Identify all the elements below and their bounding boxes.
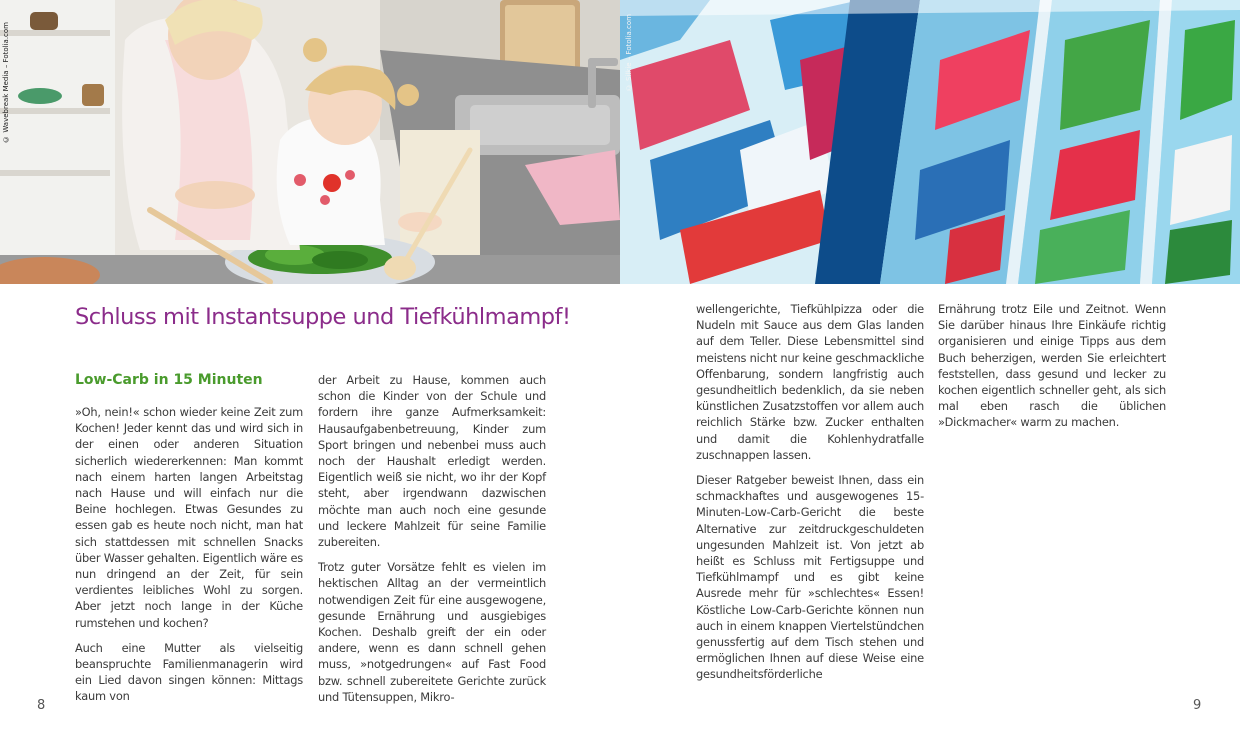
paragraph: wellengerichte, Tiefkühlpizza oder die Nudeln mit Sauce aus dem Glas landen auf dem Teller. Diese Lebensmittel sind meistens nicht nur keine geschmackliche Offenbarung, sondern langfristig auch gesundheitlich bedenklich, da sie neben künstlichen Zusatzstoffen vor allem auch reichlich Stärke bzw. Zucker enthalten und damit die Kohlenhydratfalle zuschnappen lassen.: [696, 302, 924, 462]
page-number-right: 9: [1193, 698, 1202, 713]
photo-mother-daughter-cooking: [0, 0, 620, 284]
text-column-2: [318, 372, 546, 714]
paragraph: Trotz guter Vorsätze fehlt es vielen im hektischen Alltag an der vermeintlich notwendigen Zeit für eine ausgewogene, gesunde Ernährung und ausgiebiges Kochen. Deshalb greift der ein oder andere, wenn es dann schnell gehen muss, »notgedrungen« auf Fast Food bzw. schnell zubereitete Gerichte zurück und Tütensuppen, Mikro-: [318, 560, 546, 704]
section-subhead: Low-Carb in 15 Minuten: [75, 372, 263, 388]
paragraph: Ernährung trotz Eile und Zeitnot. Wenn Sie darüber hinaus Ihre Einkäufe richtig organisieren und einige Tipps aus dem Buch beherzigen, werden Sie erleichtert feststellen, dass gesund und lecker zu kochen eigentlich schneller geht, als sich mal eben rasch die üblichen »Dickmacher« warm zu machen.: [938, 302, 1166, 430]
page-number-left: 8: [37, 698, 46, 713]
text-column-1: [75, 404, 303, 714]
page-title: Schluss mit Instantsuppe und Tiefkühlmampf!: [75, 304, 571, 330]
photo-credit-left: © Wavebreak Media – Fotolia.com: [2, 22, 10, 143]
paragraph: Dieser Ratgeber beweist Ihnen, dass ein schmackhaftes und ausgewogenes 15-Minuten-Low-Carb-Gericht die beste Alternative zur zeitdruckgeschuldeten ungesunden Mahlzeit ist. Von jetzt ab heißt es Schluss mit Fertigsuppe und Tiefkühlmampf und es gibt keine Ausrede mehr für »schlechtes« Essen! Köstliche Low-Carb-Gerichte können nun auch in einem knappen Viertelstündchen genussfertig auf dem Tisch stehen und ermöglichen Ihnen auf diese Weise eine gesundheitsförderliche: [696, 473, 924, 682]
photo-supermarket-freezer: [620, 0, 1240, 284]
paragraph: der Arbeit zu Hause, kommen auch schon die Kinder von der Schule und fordern ihre ganze Aufmerksamkeit: Hausaufgabenbetreuung, Kinder zum Sport bringen und nebenbei muss auch noch der Haushalt erledigt werden. Eigentlich weiß sie nicht, wo ihr der Kopf steht, aber irgendwann dazwischen möchte man auch noch eine gesunde und leckere Mahlzeit für seine Familie zubereiten.: [318, 373, 546, 550]
text-column-4: [938, 301, 1166, 440]
paragraph: Auch eine Mutter als vielseitig beanspruchte Familienmanagerin wird ein Lied davon singen können: Mittags kaum von: [75, 640, 303, 704]
paragraph: »Oh, nein!« schon wieder keine Zeit zum Kochen! Jeder kennt das und wird sich in der einen oder anderen Situation sicherlich wiedererkennen: Man kommt nach einem harten langen Arbeitstag nach Hause und will einfach nur die Beine hochlegen. Etwas Gesundes zu essen gab es heute noch nicht, man hat sich stattdessen mit schnellen Snacks über Wasser gehalten. Eigentlich wäre es nun dringend an der Zeit, für sein verdientes leibliches Wohl zu sorgen. Aber jetzt noch lange in der Küche rumstehen und kochen?: [75, 405, 304, 630]
text-column-3: [696, 301, 924, 692]
photo-credit-right: © Silkie – Fotolia.com: [625, 14, 633, 92]
